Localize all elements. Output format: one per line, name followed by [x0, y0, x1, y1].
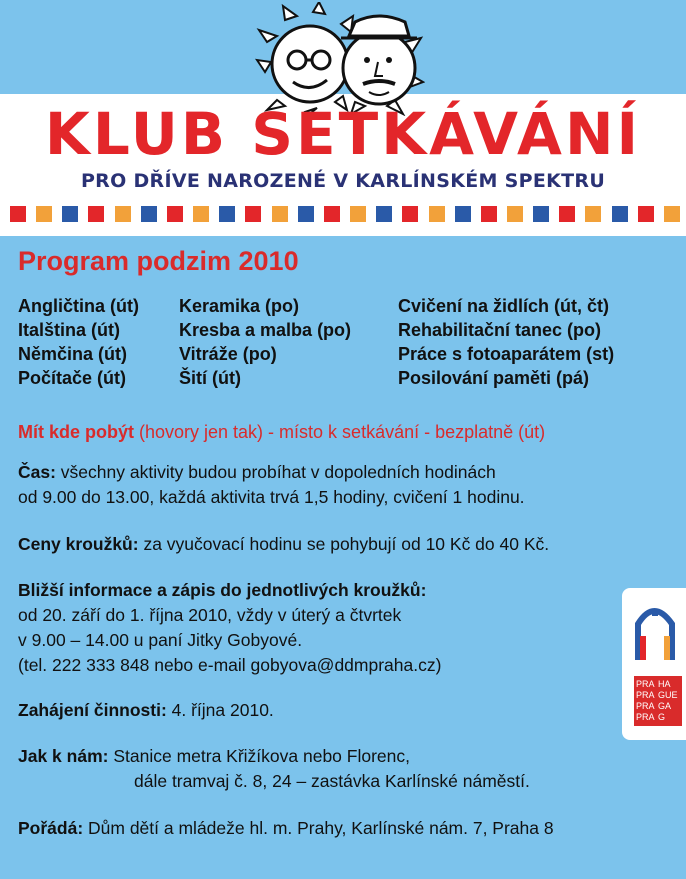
course-item: Keramika (po): [179, 296, 300, 316]
prague-emblem-icon: [622, 588, 686, 672]
prague-wordmark: [634, 676, 682, 726]
decorative-square: [298, 206, 314, 222]
course-item: Šití (út): [179, 368, 241, 388]
decorative-square: [350, 206, 366, 222]
organizer-text: Dům dětí a mládeže hl. m. Prahy, Karlínské nám. 7, Praha 8: [83, 818, 554, 838]
decorative-square: [612, 206, 628, 222]
course-item: Počítače (út): [18, 368, 127, 388]
time-section: [18, 460, 678, 510]
decorative-square: [455, 206, 471, 222]
decorative-square: [324, 206, 340, 222]
wordmark-text: GUE: [658, 690, 678, 700]
info-hours: v 9.00 – 14.00 u paní Jitky Gobyové.: [18, 630, 303, 650]
decorative-square: [272, 206, 288, 222]
directions-label: Jak k nám:: [18, 746, 109, 766]
sun-faces-illustration: [255, 2, 425, 116]
course-item: Cvičení na židlích (út, čt): [398, 296, 610, 316]
wordmark-text: PRA: [636, 712, 655, 722]
decorative-square: [376, 206, 392, 222]
wordmark-text: PRA: [636, 679, 655, 689]
time-label: Čas:: [18, 462, 56, 482]
course-item: Italština (út): [18, 320, 120, 340]
info-section: [18, 578, 678, 678]
price-section: [18, 532, 678, 557]
decorative-squares: [10, 206, 680, 222]
start-label: Zahájení činnosti:: [18, 700, 167, 720]
wordmark-text: PRA: [636, 690, 655, 700]
decorative-square: [402, 206, 418, 222]
decorative-square: [245, 206, 261, 222]
drop-in-label: Mít kde pobýt: [18, 422, 134, 442]
course-item: Posilování paměti (pá): [398, 368, 590, 388]
drop-in-note: [18, 422, 678, 443]
decorative-square: [193, 206, 209, 222]
course-item: Práce s fotoaparátem (st): [398, 344, 615, 364]
decorative-square: [481, 206, 497, 222]
start-text: 4. října 2010.: [166, 700, 274, 720]
time-text-2: od 9.00 do 13.00, každá aktivita trvá 1,5 hodiny, cvičení 1 hodinu.: [18, 487, 525, 507]
course-item: Vitráže (po): [179, 344, 277, 364]
decorative-square: [115, 206, 131, 222]
decorative-square: [36, 206, 52, 222]
course-item: Němčina (út): [18, 344, 128, 364]
price-text: za vyučovací hodinu se pohybují od 10 Kč do 40 Kč.: [138, 534, 550, 554]
program-title: Program podzim 2010: [18, 246, 299, 276]
drop-in-text: (hovory jen tak) - místo k setkávání - bezplatně (út): [134, 422, 546, 442]
decorative-square: [62, 206, 78, 222]
decorative-square: [638, 206, 654, 222]
decorative-square: [533, 206, 549, 222]
decorative-square: [664, 206, 680, 222]
directions-text-2: dále tramvaj č. 8, 24 – zastávka Karlínské náměstí.: [134, 771, 530, 791]
decorative-square: [88, 206, 104, 222]
course-item: Angličtina (út): [18, 296, 139, 316]
info-label: Bližší informace a zápis do jednotlivých kroužků:: [18, 580, 427, 600]
header: [0, 0, 686, 236]
wordmark-text: HA: [658, 679, 671, 689]
organizer-label: Pořádá:: [18, 818, 84, 838]
start-section: [18, 698, 678, 723]
club-subtitle: PRO DŘÍVE NAROZENÉ V KARLÍNSKÉM SPEKTRU: [80, 170, 606, 192]
directions-section: [18, 744, 678, 794]
course-column-1: [18, 294, 139, 390]
info-contact: (tel. 222 333 848 nebo e-mail gobyova@ddmpraha.cz): [18, 655, 442, 675]
info-dates: od 20. září do 1. října 2010, vždy v úterý a čtvrtek: [18, 605, 402, 625]
decorative-square: [559, 206, 575, 222]
price-label: Ceny kroužků:: [18, 534, 139, 554]
decorative-square: [219, 206, 235, 222]
course-column-3: [398, 294, 614, 390]
wordmark-text: PRA: [636, 701, 655, 711]
course-item: Kresba a malba (po): [179, 320, 352, 340]
directions-text: Stanice metra Křižíkova nebo Florenc,: [108, 746, 410, 766]
decorative-square: [507, 206, 523, 222]
course-item: Rehabilitační tanec (po): [398, 320, 602, 340]
decorative-square: [141, 206, 157, 222]
decorative-square: [10, 206, 26, 222]
decorative-square: [167, 206, 183, 222]
time-text: všechny aktivity budou probíhat v dopoledních hodinách: [55, 462, 496, 482]
club-title: KLUB SETKÁVÁNÍ: [44, 100, 642, 168]
course-column-2: [179, 294, 351, 390]
wordmark-text: GA: [658, 701, 672, 711]
wordmark-text: G: [658, 712, 666, 722]
decorative-square: [429, 206, 445, 222]
organizer-section: [18, 816, 678, 841]
decorative-square: [585, 206, 601, 222]
